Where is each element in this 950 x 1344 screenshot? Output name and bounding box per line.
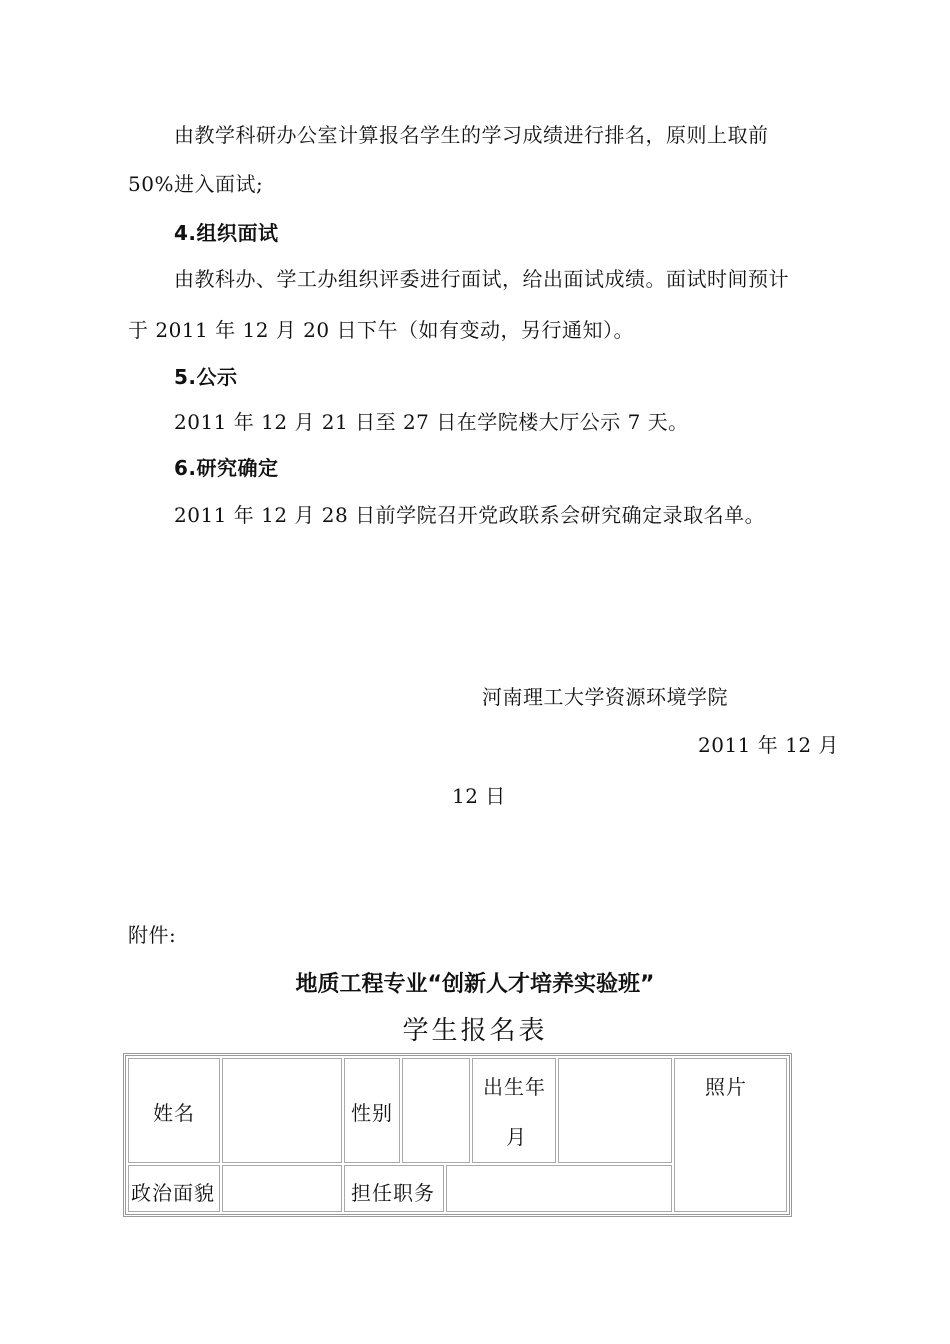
position-label-cell — [344, 1165, 444, 1212]
photo-cell[interactable] — [674, 1058, 787, 1212]
gender-label: 性别 — [351, 1101, 393, 1125]
birth-label-line2: 月 — [506, 1125, 527, 1149]
position-value-cell[interactable] — [446, 1165, 672, 1212]
heading-publicity: 5.公示 — [174, 365, 238, 389]
political-label-cell — [128, 1165, 220, 1212]
signature-organization: 河南理工大学资源环境学院 — [482, 685, 728, 709]
paragraph-confirmation: 2011 年 12 月 28 日前学院召开党政联系会研究确定录取名单。 — [174, 503, 766, 527]
signature-date-line1: 2011 年 12 月 — [698, 733, 839, 757]
political-value-cell[interactable] — [222, 1165, 342, 1212]
paragraph-publicity: 2011 年 12 月 21 日至 27 日在学院楼大厅公示 7 天。 — [174, 410, 689, 434]
form-title: 地质工程专业“创新人才培养实验班” — [295, 972, 655, 997]
signature-date-line2: 12 日 — [452, 784, 506, 808]
heading-confirmation: 6.研究确定 — [174, 456, 279, 480]
paragraph-interview-line2: 于 2011 年 12 月 20 日下午（如有变动，另行通知）。 — [128, 318, 634, 342]
gender-value-cell[interactable] — [402, 1058, 470, 1163]
paragraph-ranking-line2: 50%进入面试; — [128, 172, 264, 196]
form-subtitle: 学生报名表 — [402, 1016, 548, 1046]
position-label: 担任职务 — [351, 1181, 435, 1205]
heading-interview: 4.组织面试 — [174, 221, 279, 245]
birth-label-line1: 出生年 — [483, 1075, 546, 1099]
birth-label-cell — [472, 1058, 556, 1163]
photo-label: 照片 — [705, 1075, 747, 1099]
name-value-cell[interactable] — [222, 1058, 342, 1163]
birth-value-cell[interactable] — [558, 1058, 672, 1163]
gender-label-cell — [344, 1058, 400, 1163]
paragraph-ranking-line1: 由教学科研办公室计算报名学生的学习成绩进行排名，原则上取前 — [174, 123, 769, 147]
political-label: 政治面貌 — [131, 1181, 215, 1205]
registration-form-table — [123, 1053, 792, 1217]
attachment-label: 附件: — [128, 923, 177, 947]
name-label: 姓名 — [153, 1101, 195, 1125]
name-label-cell — [128, 1058, 220, 1163]
paragraph-interview-line1: 由教科办、学工办组织评委进行面试，给出面试成绩。面试时间预计 — [174, 267, 789, 291]
